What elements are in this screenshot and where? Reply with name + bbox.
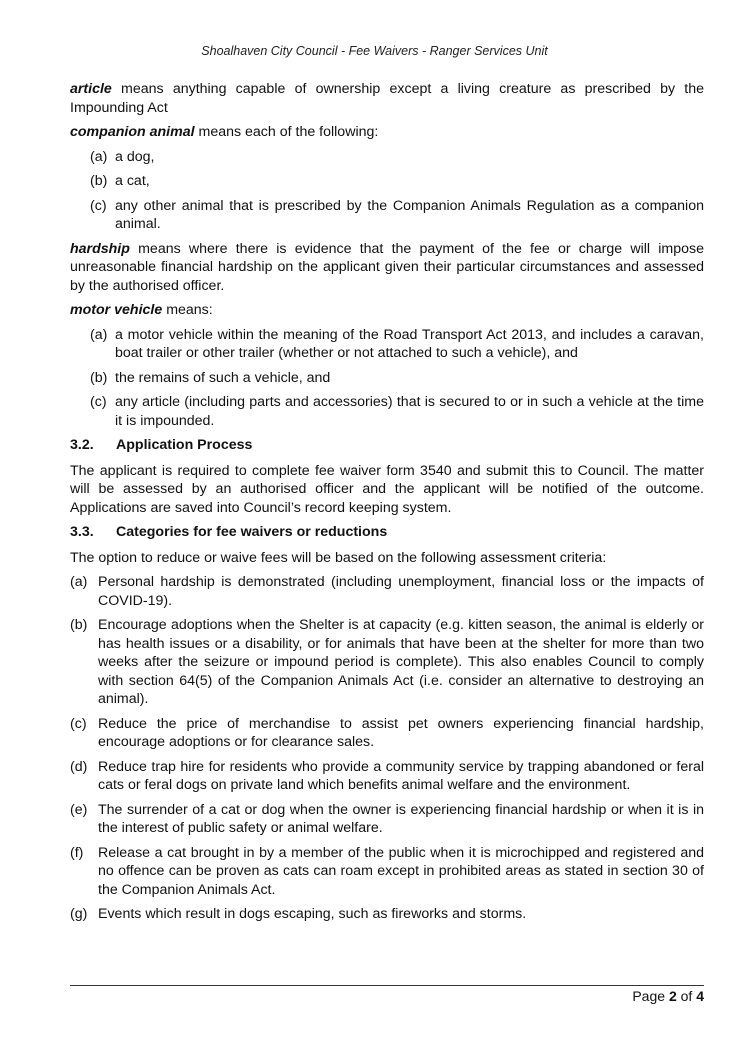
list-item-label: (b) — [90, 173, 108, 189]
list-item-text: Reduce trap hire for residents who provide a community service by trapping abandoned or feral cats or feral dogs on private land which benefits animal welfare and the environment. — [98, 758, 704, 793]
list-item-label: (a) — [70, 574, 88, 590]
motor-vehicle-list — [70, 326, 704, 431]
list-item-text: Events which result in dogs escaping, such as fireworks and storms. — [98, 906, 527, 922]
application-process-text: The applicant is required to complete fee waiver form 3540 and submit this to Council. The matter will be assessed by an authorised officer and the applicant will be notified of the outcome. Applications are saved into Council’s record keeping system. — [70, 462, 704, 516]
list-item-label: (a) — [90, 148, 108, 165]
list-item — [70, 197, 704, 234]
section-title: Categories for fee waivers or reductions — [116, 524, 388, 540]
current-page: 2 — [668, 988, 677, 1004]
section-heading-3-2 — [70, 436, 704, 455]
list-item — [70, 326, 704, 363]
list-item-text: any article (including parts and accessories) that is secured to or in such a vehicle at the time it is impounded. — [115, 394, 704, 429]
definition-term: article — [70, 81, 112, 97]
definition-term: motor vehicle — [70, 302, 163, 318]
definition-text: means: — [162, 302, 213, 318]
definition-text: means each of the following: — [194, 124, 379, 140]
list-item-label: (b) — [90, 369, 108, 386]
definition-term: companion animal — [70, 124, 195, 140]
list-item-label: (a) — [90, 326, 108, 343]
list-item-label: (c) — [90, 394, 107, 410]
list-item-text: Encourage adoptions when the Shelter is at capacity (e.g. kitten season, the animal is elderly or has health issues or a disability, or for animals that have been at the shelter for more than two weeks after the seizure or impound period is complete). This also enables Council to comply with section 64(5) of the Companion Animals Act (i.e. consider an alternative to destroying an animal). — [98, 617, 704, 707]
list-item-label: (e) — [70, 801, 88, 818]
list-item — [70, 148, 704, 167]
page-number — [632, 988, 704, 1004]
definition-term: hardship — [70, 240, 130, 257]
list-item-label: (g) — [70, 906, 88, 922]
list-item — [70, 573, 704, 610]
section-number: 3.3. — [70, 524, 94, 540]
list-item-text: The surrender of a cat or dog when the owner is experiencing financial hardship or when it is in the interest of public safety or animal welfare. — [98, 801, 704, 836]
of-word: of — [676, 988, 697, 1004]
total-pages: 4 — [696, 988, 704, 1004]
list-item-label: (f) — [70, 844, 84, 861]
list-item — [70, 393, 704, 430]
definition-text: means anything capable of ownership except a living creature as prescribed by the Impounding Act — [70, 81, 704, 116]
list-item-text: Reduce the price of merchandise to assist pet owners experiencing financial hardship, encourage adoptions or for clearance sales. — [98, 715, 704, 750]
list-item-text: any other animal that is prescribed by the Companion Animals Regulation as a companion animal. — [115, 197, 704, 232]
definition-text: means where there is evidence that the payment of the fee or charge will impose unreasonable financial hardship on the applicant given their particular circumstances and assessed by the authorised officer. — [70, 240, 704, 294]
list-item — [70, 905, 704, 924]
list-item — [70, 758, 704, 795]
criteria-intro: The option to reduce or waive fees will be based on the following assessment criteria: — [70, 549, 607, 566]
list-item — [70, 801, 704, 838]
companion-animal-list — [70, 148, 704, 234]
list-item — [70, 369, 704, 388]
section-number: 3.2. — [70, 437, 94, 453]
definition-companion-animal — [70, 123, 704, 142]
definition-hardship — [70, 240, 704, 296]
list-item-label: (c) — [70, 715, 87, 732]
list-item — [70, 715, 704, 752]
section-heading-3-3 — [70, 523, 704, 542]
page-header: Shoalhaven City Council - Fee Waivers - Ranger Services Unit — [201, 44, 548, 58]
list-item-label: (c) — [90, 197, 107, 214]
list-item — [70, 616, 704, 709]
list-item-label: (d) — [70, 758, 88, 775]
list-item-text: a motor vehicle within the meaning of the Road Transport Act 2013, and includes a caravan, boat trailer or other trailer (whether or not attached to such a vehicle), and — [115, 326, 704, 361]
definition-motor-vehicle — [70, 301, 704, 320]
list-item-text: the remains of such a vehicle, and — [115, 369, 331, 386]
section-title: Application Process — [116, 437, 253, 453]
footer-divider — [70, 985, 704, 986]
page-content — [70, 80, 704, 930]
definition-article — [70, 80, 704, 117]
list-item — [70, 172, 704, 191]
list-item-text: a dog, — [115, 148, 155, 165]
list-item-label: (b) — [70, 617, 88, 633]
list-item-text: Release a cat brought in by a member of the public when it is microchipped and registered and no offence can be proven as cats can roam except in prohibited areas as stated in section 30 of the Companion Animals Act. — [98, 844, 704, 898]
criteria-list — [70, 573, 704, 924]
list-item — [70, 844, 704, 900]
page-word: Page — [632, 988, 669, 1004]
list-item-text: a cat, — [115, 173, 150, 189]
list-item-text: Personal hardship is demonstrated (including unemployment, financial loss or the impacts of COVID-19). — [98, 574, 704, 609]
